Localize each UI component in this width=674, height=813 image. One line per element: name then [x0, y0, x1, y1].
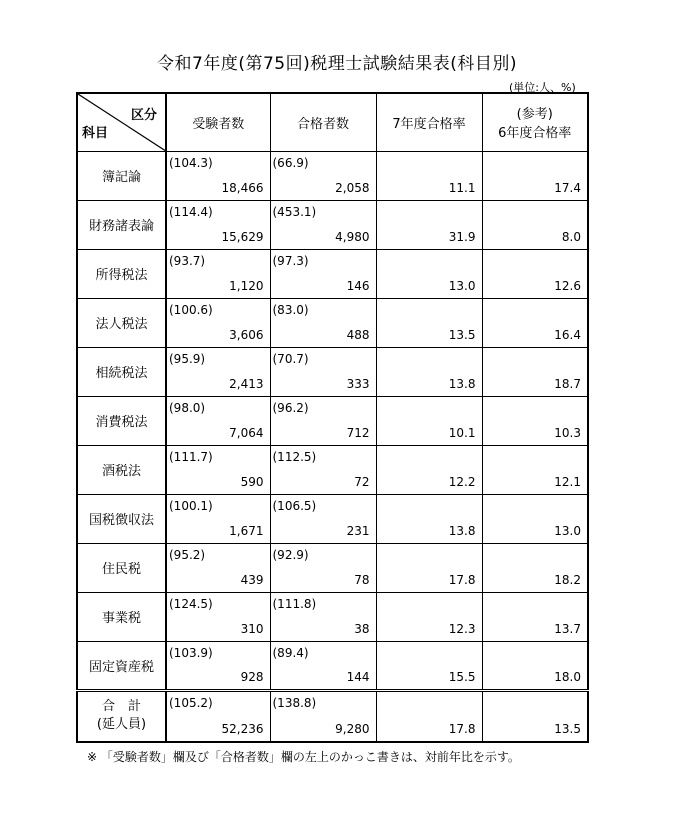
applicants-value: 928	[240, 669, 264, 684]
subject-name: 法人税法	[77, 298, 166, 347]
passers-cell	[270, 445, 376, 494]
total-label-line1: 合 計	[101, 699, 141, 715]
rate6-value: 18.0	[554, 669, 581, 684]
table-row	[77, 249, 588, 298]
rate6-value: 18.7	[554, 376, 581, 391]
page-title: 令和7年度(第75回)税理士試験結果表(科目別)	[157, 54, 517, 74]
applicants-value: 3,606	[229, 327, 264, 342]
rate6-cell	[482, 151, 588, 200]
applicants-value: 2,413	[229, 376, 264, 391]
applicants-cell	[166, 494, 270, 543]
total-rate7-cell	[376, 690, 482, 742]
rate7-value: 10.1	[448, 425, 476, 440]
total-passers-value: 9,280	[335, 722, 370, 736]
passers-value: 712	[346, 425, 370, 440]
applicants-yoy: (104.3)	[169, 155, 213, 170]
applicants-cell	[166, 347, 270, 396]
rate6-cell	[482, 592, 588, 641]
passers-value: 4,980	[335, 229, 370, 244]
passers-value: 146	[346, 278, 370, 293]
rate6-cell	[482, 200, 588, 249]
rate7-cell	[376, 641, 482, 690]
passers-yoy: (111.8)	[272, 596, 317, 611]
rate6-value: 13.7	[554, 621, 581, 636]
total-rate7-value: 17.8	[448, 722, 476, 736]
passers-yoy: (106.5)	[272, 498, 317, 513]
rate7-value: 13.8	[448, 376, 476, 391]
applicants-value: 18,466	[221, 180, 264, 195]
subject-name: 酒税法	[77, 445, 166, 494]
rate7-cell	[376, 396, 482, 445]
rate7-cell	[376, 298, 482, 347]
table-row	[77, 445, 588, 494]
total-label	[77, 690, 166, 742]
passers-value: 231	[346, 523, 370, 538]
rate6-cell	[482, 641, 588, 690]
table-row	[77, 592, 588, 641]
subject-name: 所得税法	[77, 249, 166, 298]
passers-value: 72	[354, 474, 370, 489]
applicants-cell	[166, 592, 270, 641]
passers-cell	[270, 249, 376, 298]
rate7-cell	[376, 249, 482, 298]
total-rate6-value: 13.5	[554, 722, 581, 736]
applicants-cell	[166, 298, 270, 347]
rate6-value: 8.0	[561, 229, 581, 244]
table-row	[77, 543, 588, 592]
total-passers-cell	[270, 690, 376, 742]
table-row	[77, 151, 588, 200]
rate6-value: 16.4	[554, 327, 581, 342]
header-rate6-note: (参考)	[516, 107, 553, 123]
rate7-cell	[376, 151, 482, 200]
header-subject: 科目	[82, 125, 109, 141]
subject-name: 相続税法	[77, 347, 166, 396]
rate7-value: 13.0	[448, 278, 476, 293]
applicants-yoy: (100.1)	[169, 498, 213, 513]
applicants-cell	[166, 249, 270, 298]
passers-value: 78	[354, 572, 370, 587]
passers-cell	[270, 396, 376, 445]
footnote: ※ 「受験者数」欄及び「合格者数」欄の左上のかっこ書きは、対前年比を示す。	[87, 750, 520, 764]
applicants-cell	[166, 396, 270, 445]
rate7-cell	[376, 347, 482, 396]
subject-name: 事業税	[77, 592, 166, 641]
passers-cell	[270, 151, 376, 200]
results-table	[76, 92, 589, 743]
subject-name: 財務諸表論	[77, 200, 166, 249]
passers-cell	[270, 641, 376, 690]
passers-yoy: (70.7)	[272, 351, 309, 366]
passers-value: 38	[354, 621, 370, 636]
rate6-value: 12.1	[554, 474, 581, 489]
applicants-value: 439	[240, 572, 264, 587]
passers-yoy: (96.2)	[272, 400, 309, 415]
total-label-line2: (延人員)	[96, 717, 147, 733]
header-rate7: 7年度合格率	[376, 93, 482, 151]
rate7-value: 15.5	[448, 669, 476, 684]
total-passers-yoy: (138.8)	[272, 695, 317, 710]
applicants-yoy: (95.9)	[169, 351, 206, 366]
rate7-value: 31.9	[448, 229, 476, 244]
subject-name: 簿記論	[77, 151, 166, 200]
passers-yoy: (97.3)	[272, 253, 309, 268]
passers-cell	[270, 494, 376, 543]
rate7-value: 12.2	[448, 474, 476, 489]
rate7-value: 13.8	[448, 523, 476, 538]
rate7-value: 13.5	[448, 327, 476, 342]
applicants-value: 1,671	[229, 523, 264, 538]
applicants-value: 15,629	[221, 229, 264, 244]
total-applicants-yoy: (105.2)	[169, 695, 213, 710]
rate7-cell	[376, 494, 482, 543]
applicants-yoy: (103.9)	[169, 645, 213, 660]
table-row	[77, 396, 588, 445]
rate6-cell	[482, 396, 588, 445]
table-row	[77, 200, 588, 249]
header-rate6-label: 6年度合格率	[498, 126, 572, 142]
applicants-yoy: (111.7)	[169, 449, 213, 464]
total-row	[77, 690, 588, 742]
passers-cell	[270, 347, 376, 396]
header-corner	[77, 93, 166, 151]
passers-yoy: (83.0)	[272, 302, 309, 317]
header-rate6	[482, 93, 588, 151]
rate6-value: 13.0	[554, 523, 581, 538]
header-row	[77, 93, 588, 151]
subject-name: 国税徴収法	[77, 494, 166, 543]
rate7-cell	[376, 200, 482, 249]
rate7-cell	[376, 543, 482, 592]
rate7-value: 11.1	[448, 180, 476, 195]
rate7-value: 17.8	[448, 572, 476, 587]
subject-name: 住民税	[77, 543, 166, 592]
table-row	[77, 298, 588, 347]
passers-yoy: (66.9)	[272, 155, 309, 170]
table-row	[77, 494, 588, 543]
passers-cell	[270, 200, 376, 249]
total-applicants-cell	[166, 690, 270, 742]
subject-name: 消費税法	[77, 396, 166, 445]
applicants-cell	[166, 151, 270, 200]
unit-label: (単位:人、%)	[509, 81, 576, 94]
table-row	[77, 347, 588, 396]
rate6-value: 12.6	[554, 278, 581, 293]
total-applicants-value: 52,236	[221, 722, 264, 736]
rate6-cell	[482, 347, 588, 396]
passers-value: 2,058	[335, 180, 370, 195]
passers-value: 144	[346, 669, 370, 684]
subject-name: 固定資産税	[77, 641, 166, 690]
applicants-yoy: (124.5)	[169, 596, 213, 611]
applicants-cell	[166, 200, 270, 249]
applicants-value: 590	[240, 474, 264, 489]
rate6-value: 18.2	[554, 572, 581, 587]
rate6-cell	[482, 543, 588, 592]
rate7-cell	[376, 445, 482, 494]
passers-yoy: (89.4)	[272, 645, 309, 660]
rate6-value: 10.3	[554, 425, 581, 440]
rate6-cell	[482, 249, 588, 298]
passers-cell	[270, 298, 376, 347]
rate7-value: 12.3	[448, 621, 476, 636]
header-applicants: 受験者数	[166, 93, 270, 151]
applicants-yoy: (114.4)	[169, 204, 213, 219]
passers-yoy: (112.5)	[272, 449, 317, 464]
rate6-cell	[482, 494, 588, 543]
applicants-cell	[166, 543, 270, 592]
applicants-yoy: (100.6)	[169, 302, 213, 317]
applicants-yoy: (93.7)	[169, 253, 206, 268]
passers-yoy: (92.9)	[272, 547, 309, 562]
rate6-value: 17.4	[554, 180, 581, 195]
applicants-yoy: (95.2)	[169, 547, 206, 562]
rate6-cell	[482, 445, 588, 494]
passers-value: 488	[346, 327, 370, 342]
rate6-cell	[482, 298, 588, 347]
total-rate6-cell	[482, 690, 588, 742]
rate7-cell	[376, 592, 482, 641]
applicants-value: 1,120	[229, 278, 264, 293]
applicants-cell	[166, 641, 270, 690]
applicants-yoy: (98.0)	[169, 400, 206, 415]
header-category: 区分	[130, 108, 157, 123]
passers-value: 333	[346, 376, 370, 391]
applicants-value: 7,064	[229, 425, 264, 440]
passers-cell	[270, 592, 376, 641]
passers-yoy: (453.1)	[272, 204, 317, 219]
applicants-cell	[166, 445, 270, 494]
header-passers: 合格者数	[270, 93, 376, 151]
passers-cell	[270, 543, 376, 592]
applicants-value: 310	[240, 621, 264, 636]
table-row	[77, 641, 588, 690]
